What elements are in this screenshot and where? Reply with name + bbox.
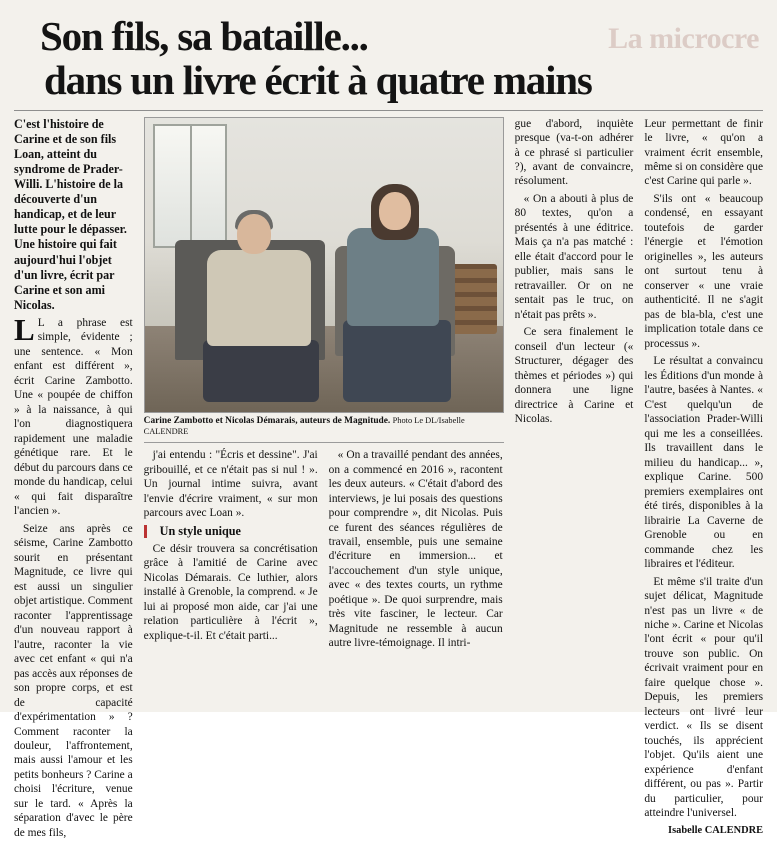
article-column-5 xyxy=(644,117,763,840)
article-photo xyxy=(144,117,504,413)
photo-under-columns xyxy=(144,448,504,654)
photo-woman-head xyxy=(379,192,411,230)
paragraph: S'ils ont « beaucoup condensé, en essayant toutefois de garder l'énergie et l'émotion originelles », les auteurs ont surtout tenu à conserver « une vraie authenticité. Il ne s'agit pas de bla-bla, c'est une implication totale dans ce processus ». xyxy=(644,192,764,350)
article-column-2 xyxy=(144,448,318,654)
paragraph xyxy=(14,311,133,519)
paragraph: Seize ans après ce séisme, Carine Zambotto sourit en présentant Magnitude, ce livre qui est aussi un singulier objet artistique. Comment raconter l'apprentissage d'un nouveau rapport à l'autre, raconter la vie avec cet enfant « qui n'a pas accès aux réponses de son propre corps, et est de capacité d'expérimentation » ? Comment raconter la douleur, l'affrontement, mais aussi l'amour et les petits bonheurs ? Carine a choisi l'écriture, venue sur le tard. « Après la séparation d'avec le père de mes fils, xyxy=(14,522,133,839)
photo-man-head xyxy=(237,214,271,254)
article-column-1 xyxy=(14,117,133,843)
article-standfirst: C'est l'histoire de Carine et de son fils Loan, atteint du syndrome de Prader-Willi. L'histoire de la découverte d'un handicap, et de leur lutte pour le dépasser. Une histoire qui fait aujourd'hui l'objet d'un livre, écrit par Carine et son ami Nicolas. xyxy=(14,116,127,312)
photo-man-legs xyxy=(203,340,319,402)
article-column-4 xyxy=(515,117,634,430)
page-title xyxy=(40,14,763,103)
headline-rule xyxy=(14,110,763,111)
paragraph: Ce désir trouvera sa concrétisation grâce à l'amitié de Carine avec Nicolas Démarais. Ce luthier, alors installé à Grenoble, la comprend. « Je lui ai proposé mon aide, car j'ai une relation particulière à l'écrit », explique-t-il. Et c'était parti... xyxy=(143,543,318,642)
paragraph: « On a travaillé pendant des années, on a commencé en 2016 », racontent les deux auteurs. « C'était d'abord des interviews, je lui posais des questions pour comprendre », dit Nicolas. Puis ce furent des séances régulières de travail, ensemble, puis une semaine d'écriture en immersion... et l'accouchement d'un style unique, avec « des textes courts, un rythme poétique ». De quoi surprendre, mais très vite fasciner, le lecteur. Car Magnitude ne ressemble à aucun autre livre-témoignage. Il intri- xyxy=(328,449,503,650)
section-subheading: Un style unique xyxy=(144,524,318,539)
headline-line-1: Son fils, sa bataille... xyxy=(40,13,368,59)
bleed-through-headline: La microcre xyxy=(608,22,759,55)
photo-caption-text: Carine Zambotto et Nicolas Démarais, auteurs de Magnitude. xyxy=(143,415,391,426)
photo-credit: Photo Le DL/Isabelle CALENDRE xyxy=(143,415,465,436)
paragraph: « On a abouti à plus de 80 textes, qu'on a présentés à une éditrice. Mais ça n'a pas matché : elle était d'accord pour le publier, mais sans le retravailler. Or on ne sentait pas le truc, on n'était pas prêts ». xyxy=(514,192,634,321)
paragraph: gue d'abord, inquiète presque (va-t-on adhérer à ce phrasé si particulier ?), avant de convaincre, résolument. xyxy=(514,117,634,188)
photo-window xyxy=(153,124,227,248)
photo-caption xyxy=(144,416,504,439)
paragraph-text: L a phrase est simple, évidente ; une sentence. « Mon enfant est différent », écrit Carine Zambotto. Une « poupée de chiffon » à la naissance, à qui l'on diagnostiquera rapidement une maladie génétique rare. Et le début du parcours dans ce monde du handicap, celui « qui fait disparaître l'ancien ». xyxy=(14,316,133,518)
photo-man-body xyxy=(207,250,311,346)
article-body xyxy=(14,117,763,843)
paragraph: Et même s'il traite d'un sujet délicat, Magnitude n'est pas un livre « de niche ». Carine et Nicolas l'ont écrit « pour qu'il trouve son public. On écrivait vraiment pour en faire quelque chose ». Depuis, les premiers lecteurs ont livré leur verdict. « Ils se disent touchés, ils apprécient l'objet. Qu'ils aient une expérience d'enfant différent, ou pas ». Partir du particulier, pour atteindre l'universel. xyxy=(644,575,764,820)
article-column-3 xyxy=(329,448,503,654)
drop-cap: L xyxy=(14,311,35,347)
photo-woman-body xyxy=(347,228,439,326)
paragraph: Leur permettant de finir le livre, « qu'on a vraiment écrit ensemble, même si on considère que c'est Carine qui parle ». xyxy=(644,117,764,188)
paragraph: Le résultat a convaincu les Éditions d'un monde à l'autre, basées à Nantes. « C'est quelqu'un de l'association Prader-Willi qui me les a conseillées. Ils travaillent dans le milieu du handicap... », explique Carine. 500 premiers exemplaires ont été tirés, disponibles à la librairie La Caverne de Grenoble ou en commande chez les libraires et l'éditeur. xyxy=(644,355,764,571)
paragraph: j'ai entendu : "Écris et dessine". J'ai gribouillé, et ce n'était pas si nul ! ». Un journal intime suivra, avant l'envie d'écrire vraiment, « sur mon parcours avec Loan ». xyxy=(143,449,318,520)
article-byline: Isabelle CALENDRE xyxy=(668,824,764,836)
caption-rule xyxy=(144,442,504,443)
photo-block xyxy=(144,117,504,654)
photo-woman-legs xyxy=(343,320,451,402)
paragraph: Ce sera finalement le conseil d'un lecteur (« Structurer, dégager des thèmes et périodes ») qui donnera une ligne directrice à Carine et Nicolas. xyxy=(514,326,634,426)
headline-line-2: dans un livre écrit à quatre mains xyxy=(44,57,592,104)
